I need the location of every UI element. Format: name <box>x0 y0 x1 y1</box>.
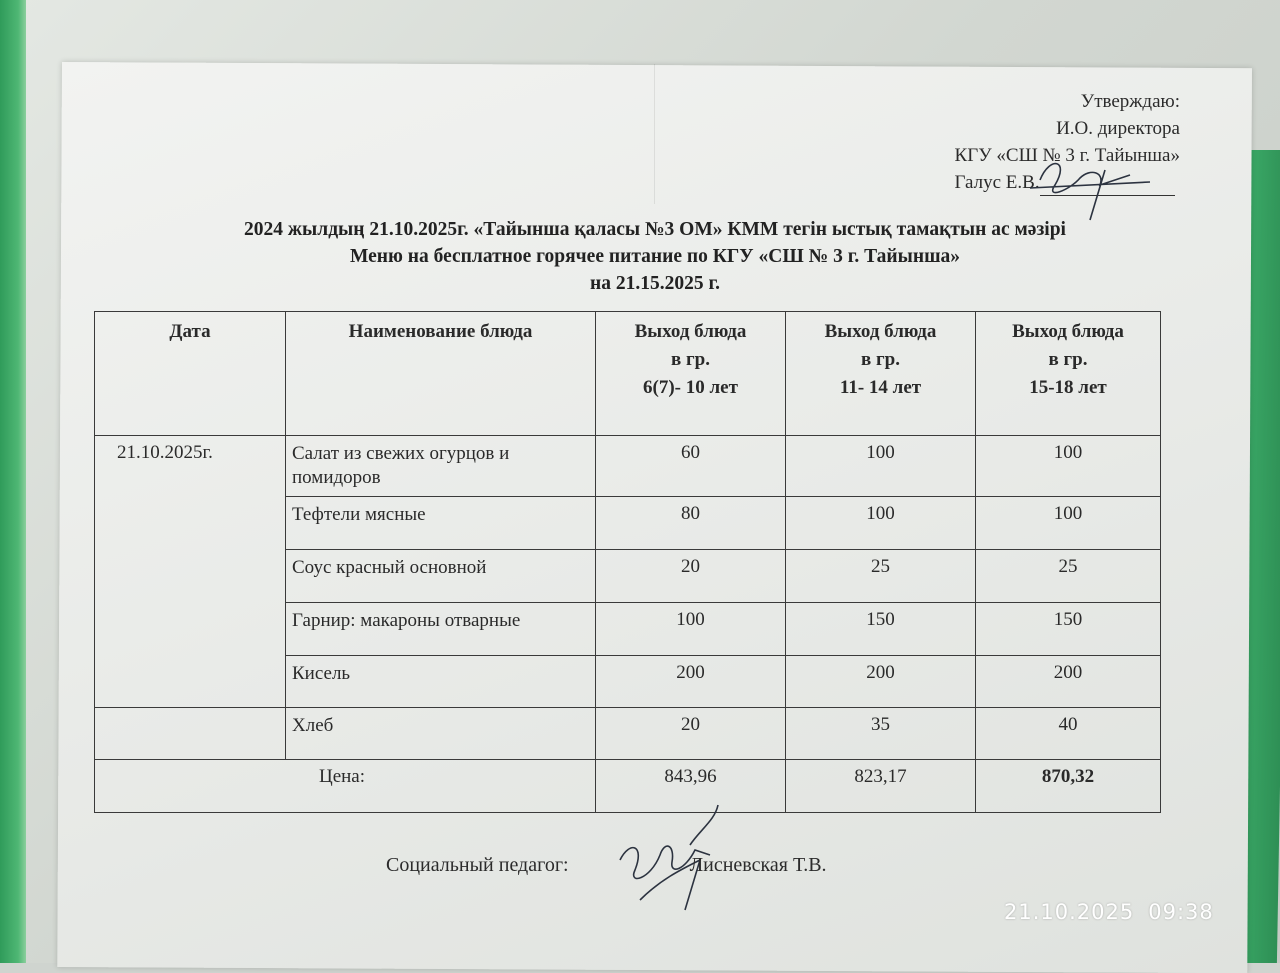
dish-name: Кисель <box>286 656 596 708</box>
timestamp-time: 09:38 <box>1148 900 1214 924</box>
yield-6-10: 60 <box>596 436 786 497</box>
price-label: Цена: <box>95 760 596 813</box>
header-text: в гр. <box>671 349 710 370</box>
yield-15-18: 100 <box>976 497 1161 550</box>
header-dish-name: Наименование блюда <box>286 312 596 436</box>
menu-date-cell: 21.10.2025г. <box>95 436 286 708</box>
yield-6-10: 20 <box>596 708 786 760</box>
dish-name: Салат из свежих огурцов и помидоров <box>286 436 596 497</box>
header-yield-15-18 <box>976 312 1161 436</box>
signature-footer <box>386 854 827 877</box>
yield-11-14: 100 <box>786 436 976 497</box>
header-text: 15-18 лет <box>1029 377 1107 398</box>
yield-15-18: 150 <box>976 603 1161 656</box>
header-text: Выход блюда <box>1012 321 1124 342</box>
price-6-10: 843,96 <box>596 760 786 813</box>
dish-name: Соус красный основной <box>286 550 596 603</box>
footer-role: Социальный педагог: <box>386 854 569 876</box>
yield-15-18: 200 <box>976 656 1161 708</box>
header-text: в гр. <box>1048 349 1088 370</box>
price-11-14: 823,17 <box>786 760 976 813</box>
yield-11-14: 100 <box>786 497 976 550</box>
yield-6-10: 80 <box>596 497 786 550</box>
dish-name: Хлеб <box>286 708 596 760</box>
header-text: Выход блюда <box>824 321 937 342</box>
heading-kazakh: 2024 жылдың 21.10.2025г. «Тайынша қаласы №3 ОМ» КММ тегін ыстық тамақтын ас мәзірі <box>244 219 1066 240</box>
heading-date: на 21.15.2025 г. <box>589 273 721 294</box>
yield-11-14: 150 <box>786 603 976 656</box>
yield-11-14: 200 <box>786 656 976 708</box>
timestamp-date: 21.10.2025 <box>1004 900 1135 924</box>
approval-line: Утверждаю: <box>1080 91 1180 112</box>
paper-fold <box>654 64 655 204</box>
header-text: 11- 14 лет <box>839 377 922 398</box>
yield-15-18: 40 <box>976 708 1161 760</box>
yield-6-10: 100 <box>596 603 786 656</box>
dish-name: Тефтели мясные <box>286 497 596 550</box>
approval-signatory-name: Галус Е.В. <box>954 172 1040 193</box>
dish-name: Гарнир: макароны отварные <box>286 603 596 656</box>
footer-signatory-name: Лисневская Т.В. <box>689 854 827 876</box>
header-yield-6-10 <box>596 312 786 436</box>
approval-organization: КГУ «СШ № 3 г. Тайынша» <box>954 145 1180 166</box>
approval-position: И.О. директора <box>1056 118 1180 139</box>
menu-table <box>94 311 1161 813</box>
table-row <box>95 436 1161 497</box>
price-15-18: 870,32 <box>976 760 1161 813</box>
yield-6-10: 20 <box>596 550 786 603</box>
header-text: Выход блюда <box>634 321 747 342</box>
yield-15-18: 100 <box>976 436 1161 497</box>
header-text: 6(7)- 10 лет <box>643 377 738 398</box>
header-yield-11-14 <box>786 312 976 436</box>
yield-15-18: 25 <box>976 550 1161 603</box>
header-text: в гр. <box>861 349 900 370</box>
menu-heading <box>100 216 1210 297</box>
yield-6-10: 200 <box>596 656 786 708</box>
table-header-row <box>95 312 1161 436</box>
green-board-edge-left <box>0 0 26 963</box>
header-date: Дата <box>95 312 286 436</box>
empty-date-cell <box>95 708 286 760</box>
photo-timestamp <box>1004 900 1214 924</box>
yield-11-14: 25 <box>786 550 976 603</box>
table-row <box>95 708 1161 760</box>
yield-11-14: 35 <box>786 708 976 760</box>
heading-russian: Меню на бесплатное горячее питание по КГУ «СШ № 3 г. Тайынша» <box>349 246 961 267</box>
